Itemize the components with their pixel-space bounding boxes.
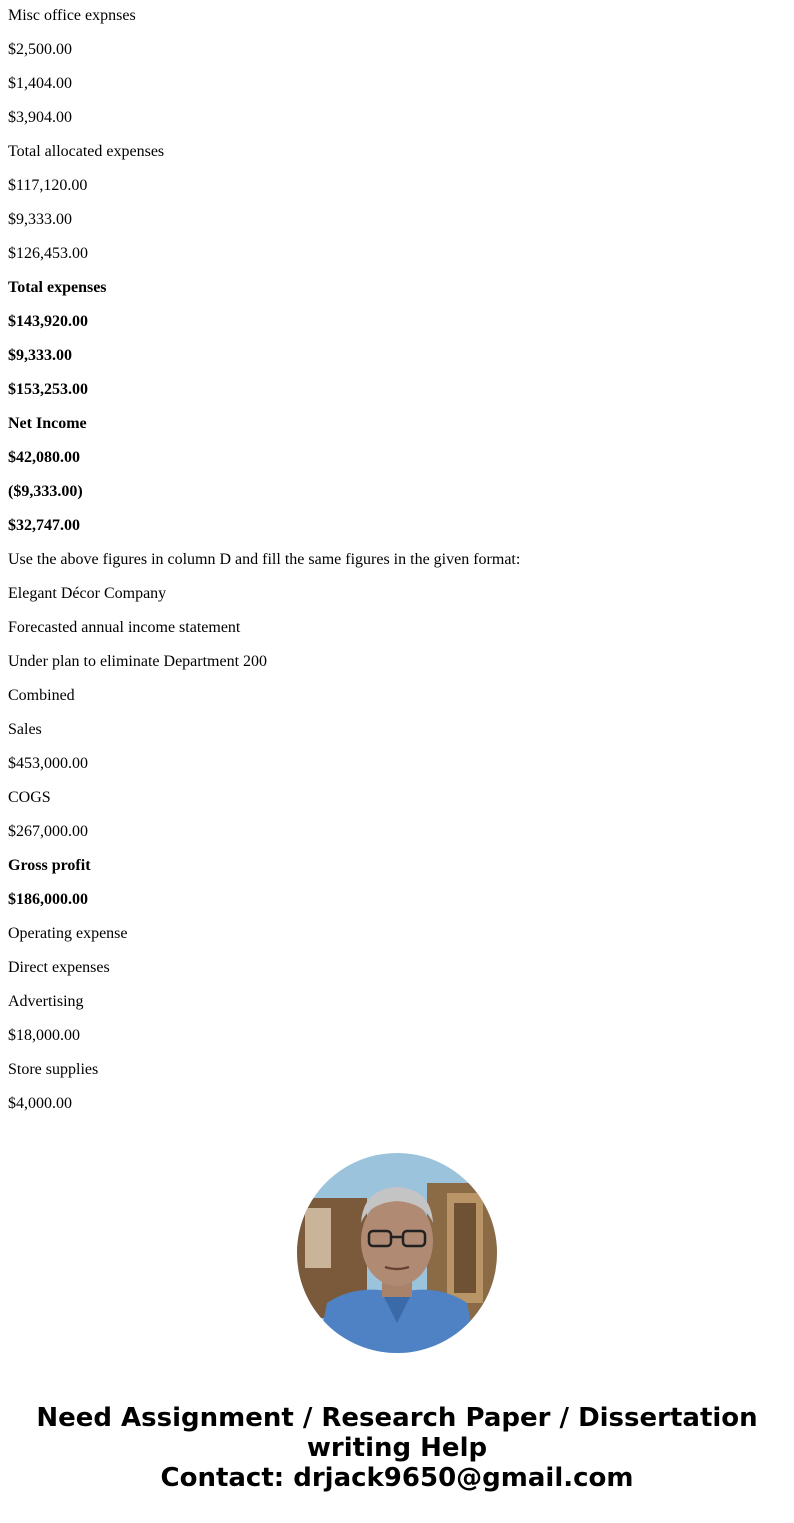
promo-line-2: writing Help	[306, 1433, 488, 1463]
text-line: $4,000.00	[8, 1095, 72, 1112]
text-line: Combined	[8, 687, 75, 704]
text-line: Total allocated expenses	[8, 143, 165, 160]
text-line: Under plan to eliminate Department 200	[8, 653, 268, 670]
text-line: $1,404.00	[8, 75, 72, 92]
author-photo	[297, 1153, 497, 1353]
text-line: $32,747.00	[8, 517, 80, 534]
text-line: Forecasted annual income statement	[8, 619, 241, 636]
text-line: Net Income	[8, 415, 87, 432]
author-photo-icon	[297, 1153, 497, 1353]
text-line: Advertising	[8, 993, 84, 1010]
text-line: Store supplies	[8, 1061, 99, 1078]
promo-contact: Contact: drjack9650@gmail.com	[160, 1463, 634, 1493]
text-line: $9,333.00	[8, 211, 72, 228]
text-line: $126,453.00	[8, 245, 88, 262]
document-text	[8, 0, 786, 1122]
text-line: $186,000.00	[8, 891, 88, 908]
text-line: ($9,333.00)	[8, 483, 83, 500]
text-line: $9,333.00	[8, 347, 72, 364]
text-line: Misc office expnses	[8, 7, 136, 24]
text-line: Sales	[8, 721, 42, 738]
text-line: COGS	[8, 789, 51, 806]
text-line: Direct expenses	[8, 959, 110, 976]
text-line: $143,920.00	[8, 313, 88, 330]
promo-line-1: Need Assignment / Research Paper / Dissertation	[36, 1403, 758, 1433]
text-line: Use the above figures in column D and fill the same figures in the given format:	[8, 551, 521, 568]
text-line: $117,120.00	[8, 177, 88, 194]
text-line: $2,500.00	[8, 41, 72, 58]
text-line: $18,000.00	[8, 1027, 80, 1044]
text-line: $42,080.00	[8, 449, 80, 466]
text-line: Elegant Décor Company	[8, 585, 167, 602]
text-line: $3,904.00	[8, 109, 72, 126]
text-line: $153,253.00	[8, 381, 88, 398]
text-line: Operating expense	[8, 925, 128, 942]
text-line: $453,000.00	[8, 755, 88, 772]
text-line: Total expenses	[8, 279, 107, 296]
text-line: $267,000.00	[8, 823, 88, 840]
promo-banner	[0, 1403, 794, 1493]
text-line: Gross profit	[8, 857, 91, 874]
